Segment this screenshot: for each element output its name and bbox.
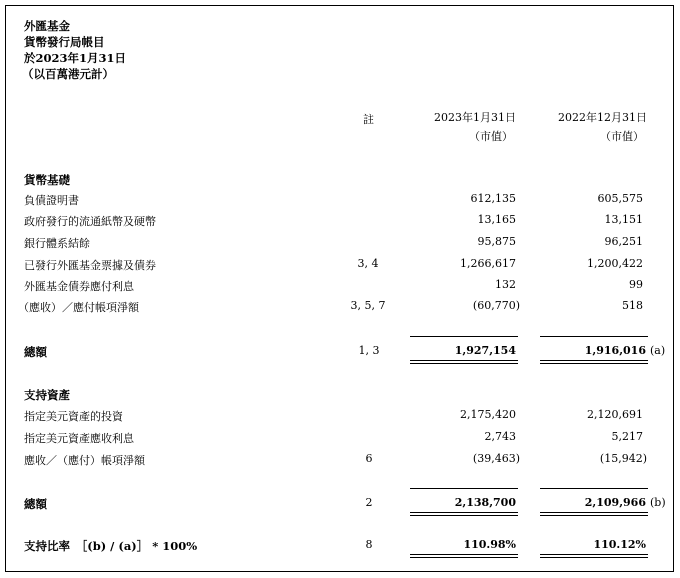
value-2023: 13,165 bbox=[477, 213, 516, 226]
ratio-double-rule-2023 bbox=[410, 554, 518, 558]
column-2023-date: 2023年1月31日 bbox=[434, 111, 516, 124]
value-2022: 605,575 bbox=[597, 192, 643, 205]
subtotal-rule-2022 bbox=[540, 336, 648, 337]
value-2023: (39,463) bbox=[472, 452, 520, 465]
row-label: 指定美元資產的投資 bbox=[24, 410, 123, 423]
column-2022-date: 2022年12月31日 bbox=[558, 111, 647, 124]
value-2022: 2,120,691 bbox=[587, 408, 643, 421]
column-2022-basis: （市值） bbox=[600, 130, 644, 143]
total-double-rule-2023 bbox=[410, 512, 518, 516]
value-2023: 2,743 bbox=[484, 430, 516, 443]
total-2022: 1,916,016 bbox=[584, 344, 646, 357]
value-2022: 96,251 bbox=[604, 235, 643, 248]
total-note: 1, 3 bbox=[358, 344, 380, 357]
total-2022: 2,109,966 bbox=[584, 496, 646, 509]
ratio-2022: 110.12% bbox=[593, 538, 646, 551]
value-2022: 518 bbox=[622, 299, 643, 312]
total-tag-a: (a) bbox=[650, 344, 666, 357]
subtotal-rule-2023 bbox=[410, 488, 518, 489]
row-label: 外匯基金債券應付利息 bbox=[24, 280, 134, 293]
value-2023: 132 bbox=[495, 278, 516, 291]
value-2022: 13,151 bbox=[604, 213, 643, 226]
ratio-double-rule-2022 bbox=[540, 554, 648, 558]
value-2023: (60,770) bbox=[472, 299, 520, 312]
total-tag-b: (b) bbox=[650, 496, 666, 509]
row-label: 已發行外匯基金票據及債券 bbox=[24, 259, 156, 272]
backing-assets-title: 支持資產 bbox=[24, 388, 70, 402]
statement-date: 於2023年1月31日 bbox=[24, 51, 127, 65]
ratio-2023: 110.98% bbox=[463, 538, 516, 551]
column-2023-basis: （市值） bbox=[469, 130, 513, 143]
row-label: 銀行體系結餘 bbox=[24, 237, 90, 250]
row-note: 3, 4 bbox=[357, 257, 379, 270]
value-2023: 95,875 bbox=[477, 235, 516, 248]
ratio-note: 8 bbox=[365, 538, 373, 551]
account-title: 貨幣發行局帳目 bbox=[24, 35, 105, 49]
total-double-rule-2023 bbox=[410, 360, 518, 364]
subtotal-rule-2022 bbox=[540, 488, 648, 489]
total-2023: 1,927,154 bbox=[454, 344, 516, 357]
total-2023: 2,138,700 bbox=[454, 496, 516, 509]
row-label: 政府發行的流通紙幣及硬幣 bbox=[24, 215, 156, 228]
value-2022: 5,217 bbox=[611, 430, 643, 443]
row-label: （應收）／應付帳項淨額 bbox=[18, 301, 139, 314]
value-2023: 1,266,617 bbox=[460, 257, 516, 270]
row-note: 3, 5, 7 bbox=[350, 299, 386, 312]
note-column-header: 註 bbox=[363, 113, 374, 126]
value-2023: 612,135 bbox=[470, 192, 516, 205]
value-2022: 1,200,422 bbox=[587, 257, 643, 270]
row-label: 應收／（應付）帳項淨額 bbox=[24, 454, 145, 467]
value-2022: 99 bbox=[629, 278, 643, 291]
row-label: 負債證明書 bbox=[24, 194, 79, 207]
backing-ratio-label: 支持比率 ［(b) / (a)］ * 100% bbox=[24, 539, 198, 553]
value-2022: (15,942) bbox=[599, 452, 647, 465]
total-label: 總額 bbox=[24, 497, 47, 511]
total-double-rule-2022 bbox=[540, 512, 648, 516]
subtotal-rule-2023 bbox=[410, 336, 518, 337]
fund-title: 外匯基金 bbox=[24, 19, 70, 33]
total-double-rule-2022 bbox=[540, 360, 648, 364]
monetary-base-title: 貨幣基礎 bbox=[24, 173, 70, 187]
row-label: 指定美元資產應收利息 bbox=[24, 432, 134, 445]
value-2023: 2,175,420 bbox=[460, 408, 516, 421]
total-label: 總額 bbox=[24, 345, 47, 359]
currency-unit: （以百萬港元計） bbox=[22, 67, 114, 81]
total-note: 2 bbox=[365, 496, 373, 509]
row-note: 6 bbox=[365, 452, 373, 465]
